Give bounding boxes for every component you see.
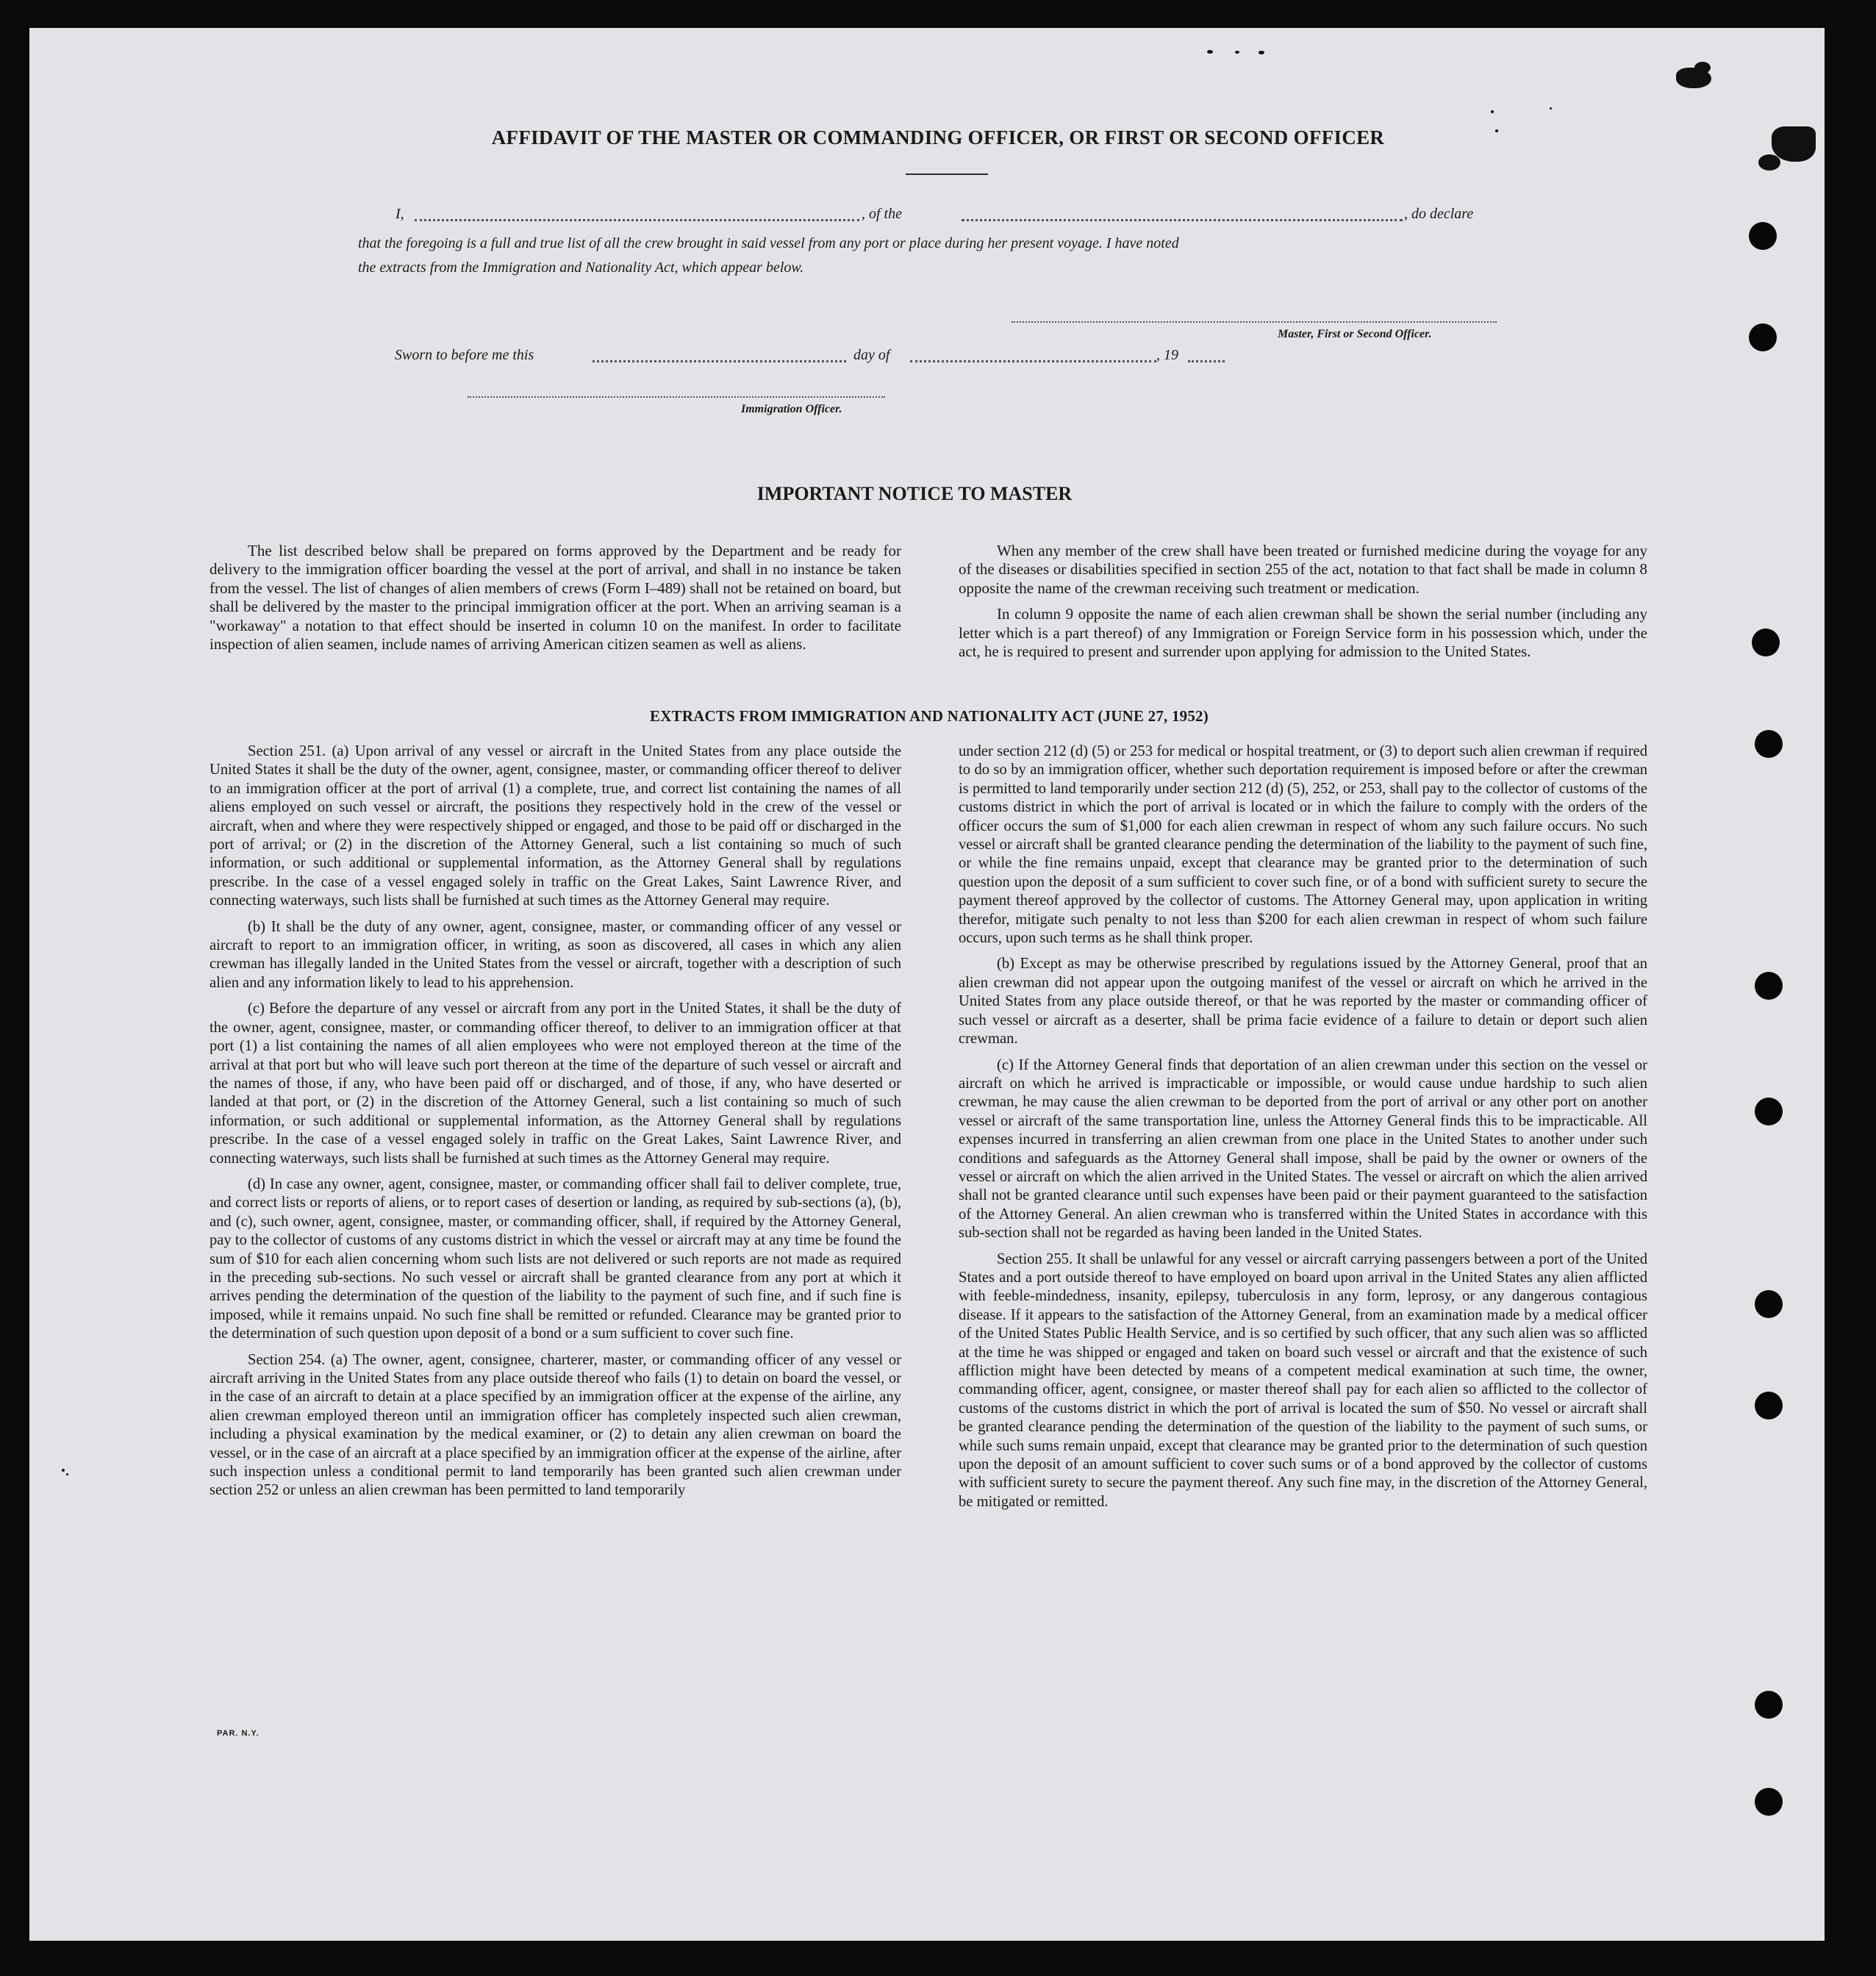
- officer-signature-line: [468, 396, 885, 398]
- scan-speck: [1259, 51, 1264, 54]
- extracts-right-column: [959, 742, 1647, 1519]
- notice-left-paragraph: The list described below shall be prepared on forms approved by the Department and be ready for delivery to the immigration officer boarding the vessel at the port of arrival, and shall in no instance be taken from the vessel. The list of changes of alien members of crews (Form I–489) shall not be retained on board, but shall be delivered by the master to the principal immigration officer at the port. When an arriving seaman is a "workaway" a notation to that effect should be inserted in column 10 on the manifest. In order to facilitate inspection of alien seamen, include names of arriving American citizen seamen as well as aliens.: [210, 542, 901, 654]
- declaration-line-2: the extracts from the Immigration and Nationality Act, which appear below.: [358, 259, 804, 276]
- extracts-left-column: [210, 742, 901, 1508]
- section-251-b: (b) It shall be the duty of any owner, agent, consignee, master, or commanding officer of any vessel or aircraft to report to an immigration officer, in writing, as soon as discovered, all cases in which any alien crewman has illegally landed in the United States from the vessel or aircraft, together with a description of such alien and any information likely to lead to his apprehension.: [210, 918, 901, 991]
- section-254-c: (c) If the Attorney General finds that deportation of an alien crewman under this section on the vessel or aircraft on which he arrived is impracticable or impossible, or would cause undue hardship to such alien crewman, he may cause the alien crewman to be deported from the port of arrival or any other port on another vessel or aircraft of the same transportation line, unless the Attorney General finds this to be impracticable. All expenses incurred in transferring an alien crewman from one place in the United States to another under such conditions and safeguards as the Attorney General shall impose, shall be paid by the owner or owners of the vessel or aircraft on which the alien arrived in the United States. The vessel or aircraft on which the alien arrived shall not be granted clearance until such expenses have been paid or their payment guaranteed to the satisfaction of the Attorney General. An alien crewman who is transferred within the United States in accordance with this sub-section shall not be regarded as having been landed in the United States.: [959, 1056, 1647, 1242]
- scan-speck: [1550, 107, 1552, 110]
- section-255: Section 255. It shall be unlawful for any vessel or aircraft carrying passengers between a port of the United States and a port outside thereof to have employed on board upon arrival in the United States any alien afflicted with feeble-mindedness, insanity, epilepsy, tuberculosis in any form, leprosy, or any dangerous contagious disease. If it appears to the satisfaction of the Attorney General, from an examination made by a medical officer of the United States Public Health Service, and is so certified by such officer, that any such alien was so afflicted at the time he was shipped or engaged and taken on board such vessel or aircraft and that the existence of such affliction might have been detected by means of a competent medical examination at such time, the owner, commanding officer, agent, consignee, or master thereof shall pay for each alien so afflicted to the collector of customs of the customs district in which the port of arrival is located the sum of $50. No vessel or aircraft shall be granted clearance pending the determination of the question of the liability to the payment of such sums, or while such sums remain unpaid, except that clearance may be granted prior to the determination of such question upon the deposit of an amount sufficient to cover such sums or of a bond approved by the collector of customs with sufficient surety to secure the payment thereof. Any such fine may, in the discretion of the Attorney General, be mitigated or remitted.: [959, 1250, 1647, 1510]
- section-251-a: Section 251. (a) Upon arrival of any vessel or aircraft in the United States from any place outside the United States it shall be the duty of the owner, agent, consignee, master, or commanding officer thereof to deliver to an immigration officer at the port of arrival (1) a complete, true, and correct list containing the names of all aliens employed on such vessel or aircraft, the positions they respectively hold in the crew of the vessel or aircraft, when and where they were respectively shipped or engaged, and those to be paid off or discharged in the port of arrival; or (2) in the discretion of the Attorney General, such a list containing so much of such information, or such additional or supplemental information, as the Attorney General shall by regulations prescribe. In the case of a vessel engaged solely in traffic on the Great Lakes, Saint Lawrence River, and connecting waterways, such lists shall be furnished at such times as the Attorney General may require.: [210, 743, 901, 909]
- scan-speck: [1491, 110, 1494, 113]
- officer-signature-label: Immigration Officer.: [741, 403, 842, 415]
- master-signature-label: Master, First or Second Officer.: [1278, 328, 1432, 340]
- name-blank: [415, 219, 859, 221]
- year-label: , 19: [1156, 347, 1178, 363]
- scan-speck: [1235, 51, 1239, 54]
- punch-hole: [1749, 323, 1777, 351]
- section-254-a: Section 254. (a) The owner, agent, consignee, charterer, master, or commanding officer of any vessel or aircraft arriving in the United States from any place outside thereof who fails (1) to detain on board the vessel, or in the case of an aircraft to detain at a place specified by an immigration officer at the expense of the airline, any alien crewman employed thereon until an immigration officer has completely inspected such alien crewman, including a physical examination by the medical examiner, or (2) to detain any alien crewman on board the vessel, or in the case of an aircraft at a place specified by an immigration officer at the expense of the airline, after such inspection unless a conditional permit to land temporarily has been granted such alien crewman under section 252 or unless an alien crewman has been permitted to land temporarily: [210, 1351, 901, 1499]
- scan-speck: [1495, 129, 1498, 132]
- ink-blot: [1758, 154, 1780, 171]
- notice-left-column: [210, 542, 901, 661]
- extracts-title: EXTRACTS FROM IMMIGRATION AND NATIONALITY ACT (JUNE 27, 1952): [650, 707, 1209, 725]
- punch-hole: [1755, 972, 1783, 1000]
- punch-hole: [1749, 222, 1777, 250]
- punch-hole: [1755, 1290, 1783, 1318]
- printer-mark: PAR. N.Y.: [217, 1729, 259, 1738]
- scan-speck: [1207, 50, 1213, 54]
- notice-right-paragraph-1: When any member of the crew shall have been treated or furnished medicine during the voyage for any of the diseases or disabilities specified in section 255 of the act, notation to that fact shall be made in column 8 opposite the name of the crewman receiving such treatment or medication.: [959, 542, 1647, 597]
- notice-title: IMPORTANT NOTICE TO MASTER: [756, 483, 1073, 504]
- affidavit-title: AFFIDAVIT OF THE MASTER OR COMMANDING OFFICER, OR FIRST OR SECOND OFFICER: [491, 126, 1385, 148]
- of-the-label: , of the: [862, 206, 902, 222]
- title-rule: [906, 173, 988, 175]
- punch-hole: [1752, 629, 1780, 656]
- notice-right-paragraph-2: In column 9 opposite the name of each alien crewman shall be shown the serial number (including any letter which is a part thereof) of any Immigration or Foreign Service form in his possession which, under the act, he is required to present and surrender upon applying for admission to the United States.: [959, 605, 1647, 661]
- punch-hole: [1755, 730, 1783, 758]
- notice-right-column: [959, 542, 1647, 668]
- master-signature-line: [1012, 321, 1497, 323]
- sworn-label: Sworn to before me this: [395, 347, 534, 363]
- scan-speck: [66, 1473, 68, 1475]
- ink-blot: [1694, 62, 1711, 74]
- section-254-a-continued: under section 212 (d) (5) or 253 for medical or hospital treatment, or (3) to deport such alien crewman if required to do so by an immigration officer, whether such deportation requirement is imposed before or after the crewman is permitted to land temporarily under section 212 (d) (5), 252, or 253, shall pay to the collector of customs of the customs district in which the port of arrival is located or in which the failure to comply with the orders of the officer occurs the sum of $1,000 for each alien crewman in respect of whom any such failure occurs. No such vessel or aircraft shall be granted clearance pending the determination of the liability to the payment of such fine, or while the fine remains unpaid, except that clearance may be granted prior to the determination of such question upon the deposit of a sum sufficient to cover such fine, or of a bond with sufficient surety to secure the payment thereof approved by the collector of customs. The Attorney General may, upon application in writing therefor, mitigate such penalty to not less than $200 for each alien crewman in respect of whom such failure occurs, upon such terms as he shall think proper.: [959, 743, 1647, 947]
- ink-blot: [1772, 126, 1816, 162]
- i-label: I,: [395, 206, 404, 222]
- year-blank: [1188, 360, 1225, 362]
- section-251-d: (d) In case any owner, agent, consignee, master, or commanding officer shall fail to deliver complete, true, and correct lists or reports of aliens, or to report cases of desertion or landing, as required by sub-sections (a), (b), and (c), such owner, agent, consignee, master, or commanding officer, shall, if required by the Attorney General, pay to the collector of customs of any customs district in which the vessel or aircraft may at any time be found the sum of $10 for each alien concerning whom such lists are not delivered or such reports are not made as required in the preceding sub-sections. No such vessel or aircraft shall be granted clearance from any port at which it arrives pending the determination of the question of the liability to the payment of such fine, and if such fine is imposed, while it remains unpaid. No such fine shall be remitted or refunded. Clearance may be granted prior to the determination of such question upon deposit of a bond or a sum sufficient to cover such fine.: [210, 1175, 901, 1342]
- scan-speck: [62, 1469, 65, 1472]
- sworn-month-blank: [910, 360, 1156, 362]
- day-of-label: day of: [853, 347, 890, 363]
- punch-hole: [1755, 1788, 1783, 1816]
- punch-hole: [1755, 1098, 1783, 1125]
- section-254-b: (b) Except as may be otherwise prescribed by regulations issued by the Attorney General, proof that an alien crewman did not appear upon the outgoing manifest of the vessel or aircraft on which he arrived in the United States from any place outside thereof, or that he was reported by the master or commanding officer of such vessel or aircraft as a deserter, shall be prima facie evidence of a failure to detain or deport such alien crewman.: [959, 956, 1647, 1048]
- section-251-c: (c) Before the departure of any vessel or aircraft from any port in the United States, it shall be the duty of the owner, agent, consignee, master, or commanding officer thereof, to deliver to an immigration officer at that port (1) a list containing the names of all alien employees who were not employed thereon at the time of the arrival at that port but who will leave such port thereon at the time of the departure of such vessel or aircraft and the names of those, if any, who have been paid off or discharged, and of those, if any, who have deserted or landed at that port, or (2) in the discretion of the Attorney General, such a list containing so much of such information, or such additional or supplemental information, as the Attorney General shall by regulations prescribe. In the case of a vessel engaged solely in traffic on the Great Lakes, Saint Lawrence River, and connecting waterways, such lists shall be furnished at such times as the Attorney General may require.: [210, 1000, 901, 1167]
- do-declare-label: , do declare: [1404, 206, 1474, 222]
- punch-hole: [1755, 1691, 1783, 1719]
- punch-hole: [1755, 1392, 1783, 1420]
- declaration-line-1: that the foregoing is a full and true list of all the crew brought in said vessel from any port or place during her present voyage. I have noted: [358, 235, 1179, 251]
- vessel-blank: [962, 219, 1403, 221]
- sworn-day-blank: [592, 360, 846, 362]
